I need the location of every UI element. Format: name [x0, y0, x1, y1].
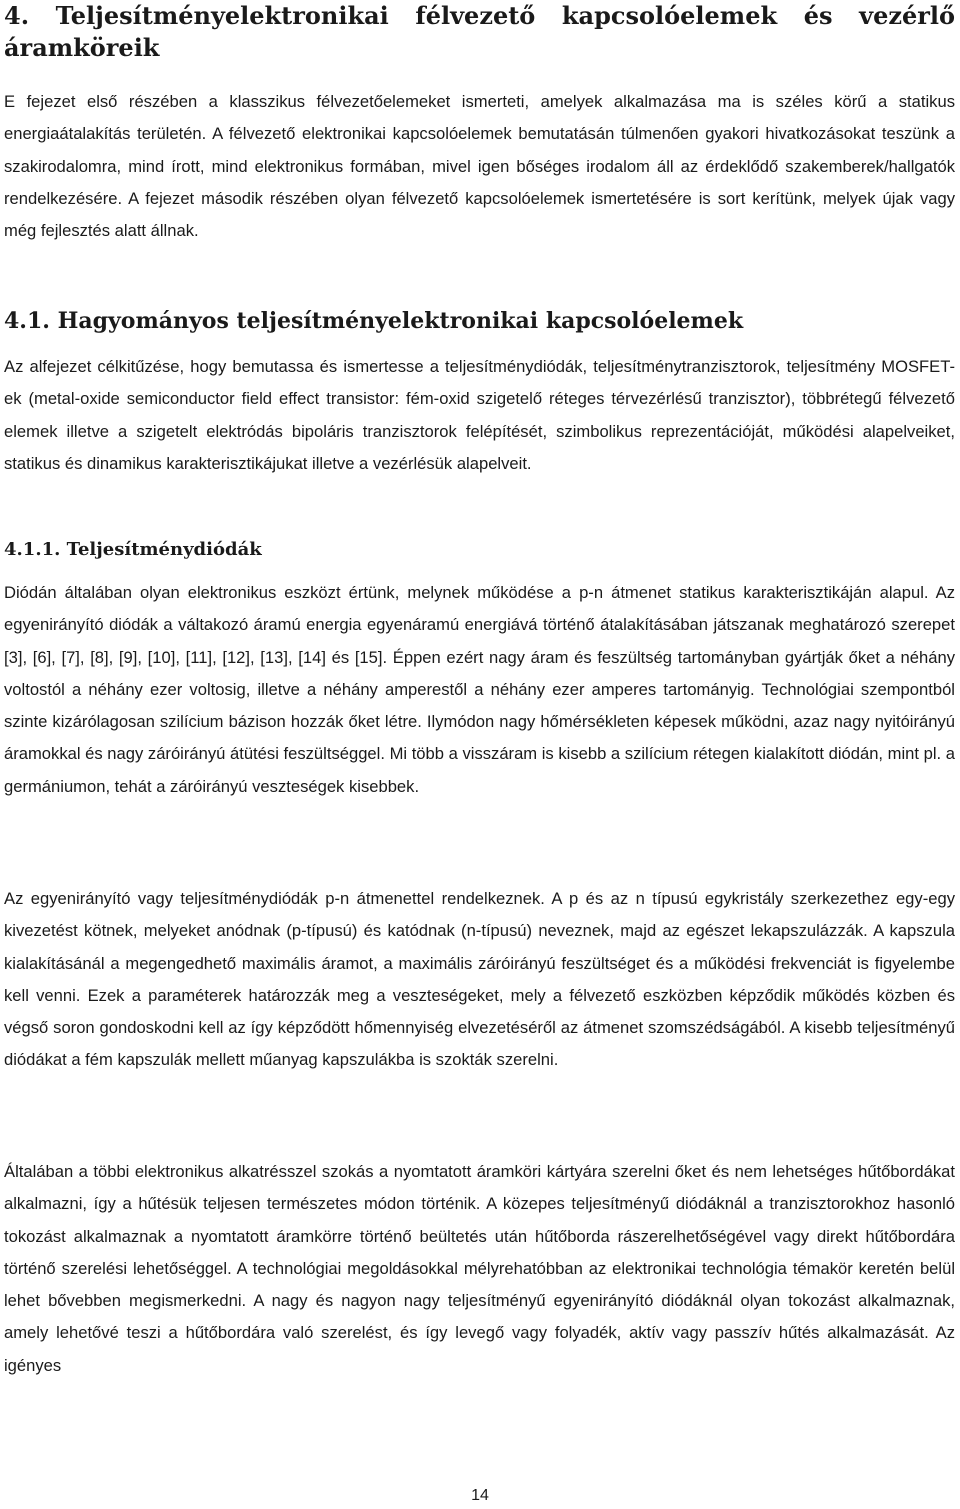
chapter-title: 4. Teljesítményelektronikai félvezető kapcsolóelemek és vezérlő áramköreik [4, 1, 955, 62]
body-paragraph: Az egyenirányító vagy teljesítménydiódák p-n átmenettel rendelkeznek. A p és az n típusú egykristály szerkezethez egy-egy kivezetést kötnek, melyeket anódnak (p-típusú) és katódnak (n-típusú) neveznek, majd az egészet lekapszulázzák. A kapszula kialakításánál a megengedhető maximális áramot, a maximális záróirányú feszültséget és a működési frekvenciát is figyelembe kell venni. Ezek a paraméterek határozzák meg a veszteségeket, mely a félvezető eszközben képződik működés közben és végső soron gondoskodni kell az így képződött hőmennyiség elvezetéséről az átmenet szomszédságából. A kisebb teljesítményű diódákat a fém kapszulák mellett műanyag kapszulákba is szokták szerelni. [4, 889, 955, 1070]
body-paragraph: Általában a többi elektronikus alkatrésszel szokás a nyomtatott áramköri kártyára szerelni őket és nem lehetséges hűtőbordákat alkalmazni, így a hűtésük teljesen természetes módon történik. A közepes teljesítményű diódáknál a tranzisztorokhoz hasonló tokozást alkalmaznak a nyomtatott áramkörre történő beültetés után hűtőborda rászerelhetőségével vagy direkt hűtőbordára történő szerelési lehetőséggel. A technológiai megoldásokkal mélyrehatóbban az elektronikai technológia témakör keretén belül lehet bővebben megismerkedni. A nagy és nagyon nagy teljesítményű egyenirányító diódáknál olyan tokozást alkalmaznak, amely lehetővé teszi a hűtőbordára való szerelést, és így levegő vagy folyadék, aktív vagy passzív hűtés alkalmazását. Az igényes [4, 1162, 955, 1375]
page-number: 14 [471, 1487, 489, 1504]
document-page [4, 0, 955, 1375]
chapter-intro-paragraph: E fejezet első részében a klasszikus félvezetőelemeket ismerteti, amelyek alkalmazása ma is széles körű a statikus energiaátalakítás területén. A félvezető elektronikai kapcsolóelemek bemutatásán túlmenően gyakori hivatkozásokat teszünk a szakirodalomra, mind írott, mind elektronikus formában, mivel igen bőséges irodalom áll az érdeklődő szakemberek/hallgatók rendelkezésére. A fejezet második részében olyan félvezető kapcsolóelemek ismertetésére is sort kerítünk, melyek újak vagy még fejlesztés alatt állnak. [4, 92, 955, 241]
section-intro-paragraph: Az alfejezet célkitűzése, hogy bemutassa és ismertesse a teljesítménydiódák, teljesítménytranzisztorok, teljesítmény MOSFET-ek (metal-oxide semiconductor field effect transistor: fém-oxid szigetelő réteges térvezérlésű tranzisztor), többrétegű félvezető elemek illetve a szigetelt elektródás bipoláris tranzisztorok felépítését, szimbolikus reprezentációját, működési alapelveiket, statikus és dinamikus karakterisztikájukat illetve a vezérlésük alapelveit. [4, 357, 955, 473]
section-title: 4.1. Hagyományos teljesítményelektronikai kapcsolóelemek [4, 308, 744, 334]
body-paragraph: Diódán általában olyan elektronikus eszközt értünk, melynek működése a p-n átmenet statikus karakterisztikáján alapul. Az egyenirányító diódák a váltakozó áramú energia egyenáramú energiává történő átalakításában játszanak meghatározó szerepet [3], [6], [7], [8], [9], [10], [11], [12], [13], [14] és [15]. Éppen ezért nagy áram és feszültség tartományban gyártják őket a néhány voltostól a néhány ezer voltosig, illetve a néhány amperestől a néhány ezer amperes tartományig. Technológiai szempontból szinte kizárólagosan szilícium bázison hozzák őket létre. Ilymódon nagy hőmérsékleten képesek működni, azaz nagy nyitóirányú áramokkal és nagy záróirányú átütési feszültséggel. Mi több a visszáram is kisebb a szilícium rétegen kialakított diódán, mint pl. a germániumon, tehát a záróirányú veszteségek kisebbek. [4, 583, 955, 796]
subsection-title: 4.1.1. Teljesítménydiódák [4, 539, 262, 560]
